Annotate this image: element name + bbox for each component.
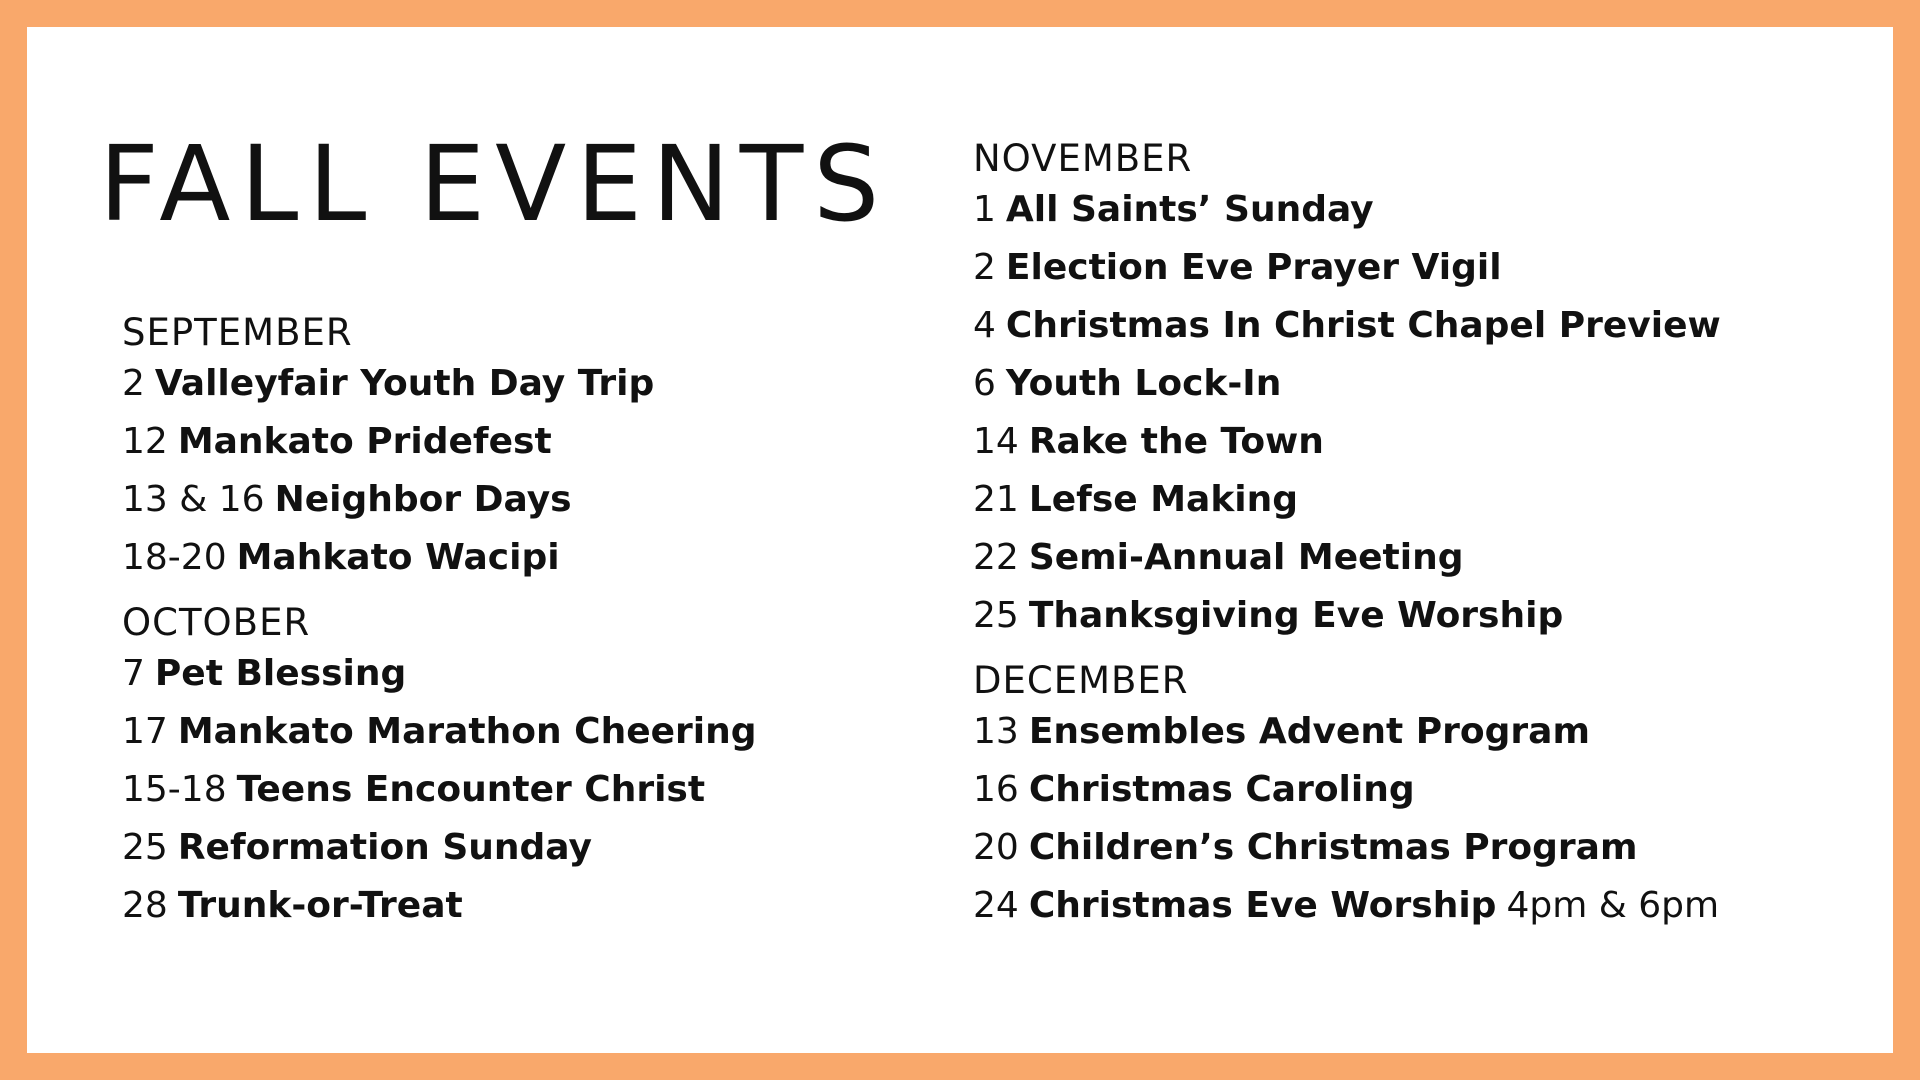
event-date: 13 — [973, 711, 1019, 752]
event-item — [973, 587, 1721, 645]
event-date: 13 & 16 — [122, 479, 265, 520]
event-date: 21 — [973, 479, 1019, 520]
event-name: Teens Encounter Christ — [236, 769, 706, 810]
event-name: Semi-Annual Meeting — [1028, 537, 1464, 578]
event-date: 4 — [973, 305, 996, 346]
event-name: Reformation Sunday — [177, 827, 592, 868]
event-item — [122, 819, 757, 877]
event-name: Valleyfair Youth Day Trip — [154, 363, 655, 404]
event-date: 18-20 — [122, 537, 227, 578]
event-item — [122, 761, 757, 819]
event-date: 2 — [122, 363, 145, 404]
event-date: 22 — [973, 537, 1019, 578]
page-title: FALL EVENTS — [99, 123, 890, 245]
event-list — [973, 181, 1721, 645]
event-date: 15-18 — [122, 769, 227, 810]
event-date: 25 — [973, 595, 1019, 636]
event-item — [973, 297, 1721, 355]
event-item — [973, 529, 1721, 587]
event-list — [122, 355, 757, 587]
event-name: Rake the Town — [1028, 421, 1324, 462]
event-date: 24 — [973, 885, 1019, 926]
month-section — [122, 601, 757, 935]
event-item — [973, 761, 1721, 819]
event-item — [122, 355, 757, 413]
event-name: Neighbor Days — [274, 479, 572, 520]
event-item — [973, 239, 1721, 297]
event-name: Trunk-or-Treat — [177, 885, 463, 926]
event-name: All Saints’ Sunday — [1005, 189, 1374, 230]
event-name: Thanksgiving Eve Worship — [1028, 595, 1564, 636]
event-name: Pet Blessing — [154, 653, 407, 694]
event-time-note: 4pm & 6pm — [1506, 885, 1720, 926]
event-name: Children’s Christmas Program — [1028, 827, 1638, 868]
left-column — [122, 311, 757, 949]
event-item — [122, 471, 757, 529]
event-date: 28 — [122, 885, 168, 926]
event-date: 7 — [122, 653, 145, 694]
event-date: 20 — [973, 827, 1019, 868]
event-item — [973, 413, 1721, 471]
event-item — [122, 877, 757, 935]
month-section — [973, 137, 1721, 645]
event-list — [973, 703, 1721, 935]
event-date: 6 — [973, 363, 996, 404]
event-date: 1 — [973, 189, 996, 230]
event-date: 17 — [122, 711, 168, 752]
month-heading: DECEMBER — [973, 659, 1189, 702]
event-name: Christmas Caroling — [1028, 769, 1415, 810]
event-item — [122, 413, 757, 471]
event-date: 12 — [122, 421, 168, 462]
event-name: Mankato Marathon Cheering — [177, 711, 757, 752]
month-heading: OCTOBER — [122, 601, 311, 644]
event-item — [973, 471, 1721, 529]
right-column — [973, 137, 1721, 949]
event-item — [973, 877, 1721, 935]
event-item — [973, 703, 1721, 761]
event-item — [122, 645, 757, 703]
event-name: Mankato Pridefest — [177, 421, 552, 462]
event-item — [973, 819, 1721, 877]
month-section — [122, 311, 757, 587]
event-name: Ensembles Advent Program — [1028, 711, 1590, 752]
event-item — [973, 181, 1721, 239]
event-name: Mahkato Wacipi — [236, 537, 560, 578]
poster-frame — [27, 27, 1893, 1053]
event-date: 25 — [122, 827, 168, 868]
event-name: Youth Lock-In — [1005, 363, 1282, 404]
event-name: Lefse Making — [1028, 479, 1299, 520]
month-heading: SEPTEMBER — [122, 311, 353, 354]
event-date: 16 — [973, 769, 1019, 810]
event-item — [122, 529, 757, 587]
event-date: 2 — [973, 247, 996, 288]
month-heading: NOVEMBER — [973, 137, 1193, 180]
event-name: Christmas In Christ Chapel Preview — [1005, 305, 1721, 346]
event-date: 14 — [973, 421, 1019, 462]
event-item — [973, 355, 1721, 413]
event-item — [122, 703, 757, 761]
event-list — [122, 645, 757, 935]
event-name: Christmas Eve Worship — [1028, 885, 1497, 926]
month-section — [973, 659, 1721, 935]
event-name: Election Eve Prayer Vigil — [1005, 247, 1502, 288]
